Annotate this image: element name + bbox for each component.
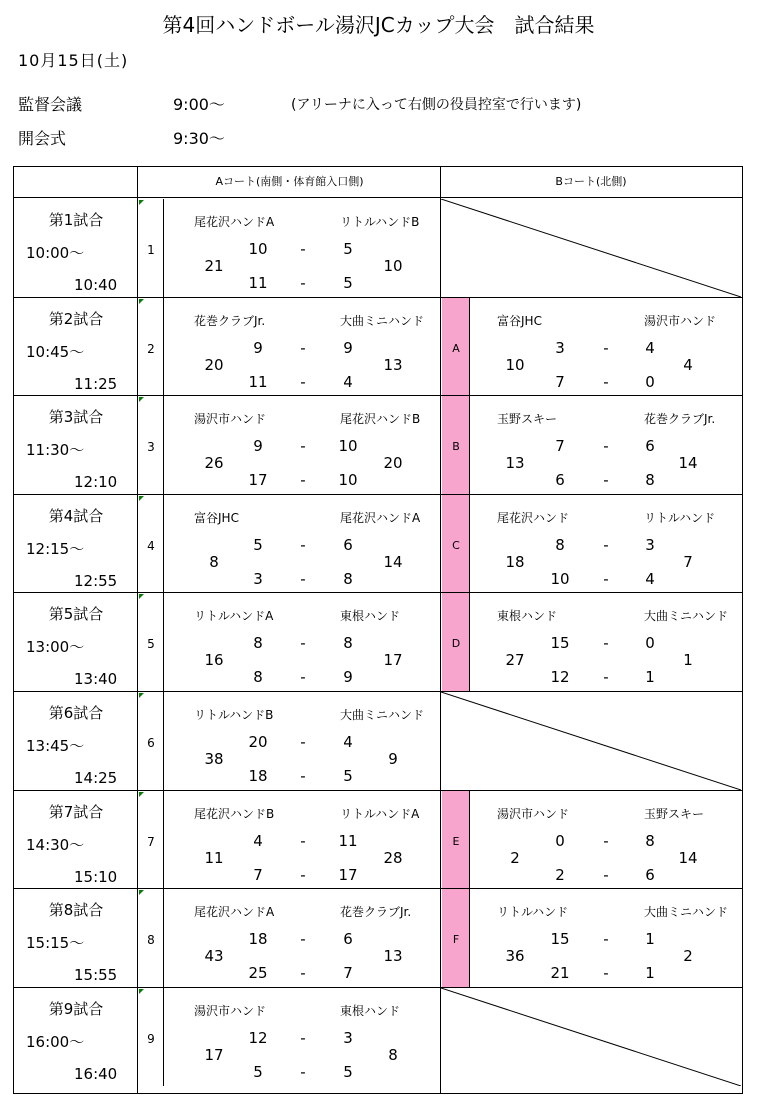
a-team1-half2: 11	[248, 372, 268, 391]
a-team1-half1: 8	[253, 634, 263, 653]
match-row	[14, 396, 741, 494]
end-time: 15:10	[74, 867, 118, 886]
b-team1-name: 湯沢市ハンド	[497, 806, 570, 821]
end-time: 13:40	[74, 670, 118, 689]
a-game-number: 3	[147, 440, 155, 455]
cell-corner-marker	[139, 792, 144, 797]
a-team1-half1: 10	[248, 240, 268, 258]
a-team1-name: 花巻クラブJr.	[194, 313, 266, 328]
b-half2-dash: -	[603, 668, 609, 687]
game-label: 第3試合	[48, 408, 104, 427]
b-team2-half1: 0	[645, 634, 655, 653]
a-team1-total: 8	[209, 552, 219, 571]
a-half1-dash: -	[300, 733, 306, 751]
match-row	[14, 692, 741, 790]
empty-cell-slash	[441, 988, 741, 1086]
diagonal-line	[441, 692, 741, 790]
schedule-time-meeting: 9:00～	[173, 95, 225, 114]
b-team1-half2: 10	[550, 569, 570, 588]
diagonal-line	[441, 988, 741, 1086]
match-row	[14, 889, 741, 987]
a-half2-dash: -	[300, 372, 306, 391]
end-time: 12:10	[74, 473, 118, 492]
b-team2-total: 4	[683, 355, 693, 374]
b-match-letter: A	[452, 341, 460, 355]
a-team1-name: 尾花沢ハンドA	[194, 215, 275, 229]
a-team2-name: 大曲ミニハンド	[340, 708, 425, 722]
b-team1-total: 36	[505, 947, 525, 966]
b-team2-name: 湯沢市ハンド	[644, 313, 717, 328]
a-team2-half2: 10	[338, 471, 358, 490]
b-team1-half1: 15	[550, 930, 570, 949]
b-team1-total: 2	[510, 848, 520, 867]
a-team1-name: 尾花沢ハンドB	[194, 806, 275, 821]
end-time: 16:40	[74, 1064, 118, 1083]
b-team2-name: 玉野スキー	[644, 806, 705, 821]
a-team1-half1: 18	[248, 930, 268, 949]
a-team2-name: リトルハンドB	[340, 215, 420, 229]
cell-corner-marker	[139, 397, 144, 402]
b-team2-total: 1	[683, 651, 693, 670]
b-team1-half2: 6	[555, 471, 565, 490]
b-team2-half2: 6	[645, 865, 655, 884]
a-team2-name: 大曲ミニハンド	[340, 313, 425, 328]
b-match-letter: E	[452, 834, 460, 848]
b-team1-half1: 0	[555, 831, 565, 850]
schedule-note-meeting: (アリーナに入って右側の役員控室で行います)	[291, 97, 582, 113]
game-label: 第6試合	[48, 704, 104, 722]
b-team1-total: 10	[505, 355, 525, 374]
b-team2-half1: 4	[645, 338, 655, 357]
a-game-number: 5	[147, 637, 155, 652]
a-team2-half1: 4	[343, 733, 353, 751]
a-team1-total: 16	[204, 651, 224, 670]
b-team2-name: 花巻クラブJr.	[644, 412, 716, 427]
a-half1-dash: -	[300, 831, 306, 850]
a-half2-dash: -	[300, 767, 306, 785]
b-half2-dash: -	[603, 471, 609, 490]
b-team2-half1: 8	[645, 831, 655, 850]
b-match-letter: D	[451, 637, 461, 651]
a-team2-half2: 9	[343, 668, 353, 687]
b-half2-dash: -	[603, 964, 609, 983]
start-time: 10:45～	[26, 342, 85, 361]
a-team2-half2: 5	[343, 1062, 353, 1081]
a-team1-name: リトルハンドA	[194, 609, 274, 624]
match-row	[14, 495, 741, 593]
schedule-time-opening: 9:30～	[173, 129, 225, 148]
b-team1-half2: 12	[550, 668, 570, 687]
a-team2-half1: 3	[343, 1028, 353, 1047]
cell-corner-marker	[139, 594, 144, 599]
a-team2-name: リトルハンドA	[340, 806, 420, 821]
a-team1-half2: 8	[253, 668, 263, 687]
schedule-label-opening: 開会式	[18, 129, 67, 148]
match-row	[14, 199, 741, 297]
start-time: 13:00～	[26, 638, 85, 657]
match-row	[14, 298, 741, 396]
a-team1-total: 11	[204, 848, 224, 867]
schedule-label-meeting: 監督会議	[18, 95, 83, 114]
b-match-letter: F	[452, 933, 460, 947]
b-team1-total: 18	[505, 552, 525, 571]
end-time: 12:55	[74, 571, 118, 590]
game-label: 第9試合	[48, 999, 104, 1018]
a-team2-total: 14	[383, 552, 403, 571]
a-team1-half2: 5	[253, 1062, 263, 1081]
a-team1-half1: 20	[248, 733, 268, 751]
b-match-letter: C	[452, 538, 460, 552]
a-half1-dash: -	[300, 634, 306, 653]
start-time: 10:00～	[26, 244, 85, 262]
b-team1-half2: 2	[555, 865, 565, 884]
a-game-number: 2	[147, 341, 155, 356]
start-time: 11:30～	[26, 441, 85, 460]
a-team2-half1: 6	[343, 930, 353, 949]
a-team1-name: 湯沢市ハンド	[194, 1003, 267, 1018]
diagonal-line	[441, 199, 741, 297]
a-team2-name: 尾花沢ハンドB	[340, 412, 421, 427]
b-team2-total: 14	[678, 454, 698, 473]
a-team1-name: 湯沢市ハンド	[194, 412, 267, 427]
b-team2-half1: 1	[645, 930, 655, 949]
a-team2-half1: 9	[343, 338, 353, 357]
a-team1-total: 43	[204, 947, 224, 966]
b-team2-half2: 1	[645, 668, 655, 687]
a-team2-half2: 4	[343, 372, 353, 391]
a-game-number: 6	[147, 736, 155, 750]
a-team2-half1: 8	[343, 634, 353, 653]
a-team1-total: 26	[204, 454, 224, 473]
a-half1-dash: -	[300, 437, 306, 456]
b-half1-dash: -	[603, 831, 609, 850]
b-half2-dash: -	[603, 569, 609, 588]
end-time: 14:25	[74, 769, 118, 787]
b-team2-total: 14	[678, 848, 698, 867]
a-court-header: Aコート(南側・体育館入口側)	[215, 175, 364, 188]
a-half1-dash: -	[300, 1028, 306, 1047]
a-half2-dash: -	[300, 471, 306, 490]
empty-cell-slash	[441, 692, 741, 790]
a-team2-half2: 8	[343, 569, 353, 588]
b-team1-name: 尾花沢ハンド	[497, 510, 570, 525]
a-team1-total: 38	[204, 750, 224, 768]
b-team2-name: リトルハンド	[644, 510, 716, 525]
match-row	[14, 593, 741, 691]
b-team1-name: 東根ハンド	[497, 609, 558, 624]
a-team1-half2: 18	[248, 767, 268, 785]
b-team2-half2: 0	[645, 372, 655, 391]
game-label: 第1試合	[48, 211, 104, 229]
a-team1-half2: 11	[248, 274, 268, 292]
a-team2-half1: 5	[343, 240, 353, 258]
a-team1-name: 富谷JHC	[194, 510, 239, 525]
b-team1-name: 玉野スキー	[497, 412, 558, 427]
a-team1-half1: 12	[248, 1028, 268, 1047]
a-team2-total: 8	[388, 1045, 398, 1064]
a-team1-half2: 7	[253, 865, 263, 884]
a-half1-dash: -	[300, 535, 306, 554]
a-team2-total: 20	[383, 454, 403, 473]
a-team2-total: 13	[383, 947, 403, 966]
a-team2-name: 花巻クラブJr.	[340, 905, 412, 920]
a-team2-total: 13	[383, 355, 403, 374]
results-table	[13, 166, 743, 1094]
b-half1-dash: -	[603, 930, 609, 949]
start-time: 12:15～	[26, 539, 85, 558]
b-team2-total: 7	[683, 552, 693, 571]
a-team2-half2: 5	[343, 274, 353, 292]
a-team1-half1: 5	[253, 535, 263, 554]
a-team1-name: 尾花沢ハンドA	[194, 905, 275, 920]
a-team1-half2: 25	[248, 964, 268, 983]
b-team2-half2: 8	[645, 471, 655, 490]
a-team1-half1: 9	[253, 437, 263, 456]
a-team1-half2: 3	[253, 569, 263, 588]
event-date: 10月15日(土)	[18, 51, 129, 70]
a-half2-dash: -	[300, 668, 306, 687]
a-team1-total: 20	[204, 355, 224, 374]
a-game-number: 7	[147, 834, 155, 849]
a-half1-dash: -	[300, 930, 306, 949]
match-row	[14, 791, 741, 889]
a-half1-dash: -	[300, 338, 306, 357]
start-time: 15:15～	[26, 934, 85, 953]
b-team1-name: 富谷JHC	[497, 313, 542, 328]
b-team2-half2: 4	[645, 569, 655, 588]
a-half1-dash: -	[300, 240, 306, 258]
b-team2-half2: 1	[645, 964, 655, 983]
a-team2-half1: 11	[338, 831, 358, 850]
b-team2-half1: 6	[645, 437, 655, 456]
b-team2-name: 大曲ミニハンド	[644, 609, 729, 624]
b-half1-dash: -	[603, 535, 609, 554]
b-match-letter: B	[452, 440, 460, 454]
a-game-number: 9	[147, 1031, 155, 1046]
a-team1-name: リトルハンドB	[194, 708, 274, 722]
a-game-number: 8	[147, 933, 155, 948]
a-team1-total: 21	[204, 257, 224, 275]
a-team2-half2: 5	[343, 767, 353, 785]
a-half2-dash: -	[300, 274, 306, 292]
a-half2-dash: -	[300, 569, 306, 588]
a-team2-name: 東根ハンド	[340, 609, 401, 624]
b-half2-dash: -	[603, 372, 609, 391]
cell-corner-marker	[139, 890, 144, 895]
a-team1-half1: 9	[253, 338, 263, 357]
b-team2-name: 大曲ミニハンド	[644, 905, 729, 920]
cell-corner-marker	[139, 299, 144, 304]
game-label: 第8試合	[48, 901, 104, 920]
end-time: 15:55	[74, 966, 118, 985]
b-court-header: Bコート(北側)	[555, 175, 627, 188]
a-team1-half2: 17	[248, 471, 268, 490]
game-label: 第4試合	[48, 506, 104, 525]
game-label: 第2試合	[48, 309, 104, 328]
a-team2-total: 28	[383, 848, 403, 867]
a-team2-half2: 7	[343, 964, 353, 983]
empty-cell-slash	[441, 199, 741, 297]
a-team2-name: 東根ハンド	[340, 1003, 401, 1018]
b-half1-dash: -	[603, 338, 609, 357]
start-time: 13:45～	[26, 737, 85, 755]
b-team1-total: 13	[505, 454, 525, 473]
a-team2-half2: 17	[338, 865, 358, 884]
a-team2-half1: 6	[343, 535, 353, 554]
b-team1-half2: 21	[550, 964, 570, 983]
end-time: 11:25	[74, 374, 118, 393]
cell-corner-marker	[139, 200, 144, 205]
cell-corner-marker	[139, 496, 144, 501]
b-half1-dash: -	[603, 634, 609, 653]
b-half1-dash: -	[603, 437, 609, 456]
a-team2-name: 尾花沢ハンドA	[340, 510, 421, 525]
start-time: 16:00～	[26, 1032, 85, 1051]
game-label: 第5試合	[48, 605, 104, 624]
start-time: 14:30～	[26, 835, 85, 854]
b-team2-total: 2	[683, 947, 693, 966]
b-team1-half1: 3	[555, 338, 565, 357]
match-row	[14, 988, 741, 1086]
a-team1-half1: 4	[253, 831, 263, 850]
b-team1-half1: 15	[550, 634, 570, 653]
a-team2-half1: 10	[338, 437, 358, 456]
cell-corner-marker	[139, 989, 144, 994]
a-game-number: 1	[147, 243, 155, 257]
a-half2-dash: -	[300, 865, 306, 884]
b-team1-half2: 7	[555, 372, 565, 391]
a-team1-total: 17	[204, 1045, 224, 1064]
cell-corner-marker	[139, 693, 144, 698]
a-half2-dash: -	[300, 964, 306, 983]
b-team1-total: 27	[505, 651, 525, 670]
end-time: 10:40	[74, 276, 118, 294]
b-team1-half1: 8	[555, 535, 565, 554]
b-team1-name: リトルハンド	[497, 905, 569, 920]
header-divider	[14, 197, 742, 198]
a-game-number: 4	[147, 538, 155, 553]
b-half2-dash: -	[603, 865, 609, 884]
page-title: 第4回ハンドボール湯沢JCカップ大会 試合結果	[162, 13, 595, 37]
a-team2-total: 9	[388, 750, 398, 768]
game-label: 第7試合	[48, 802, 104, 821]
b-team1-half1: 7	[555, 437, 565, 456]
a-team2-total: 17	[383, 651, 403, 670]
a-half2-dash: -	[300, 1062, 306, 1081]
b-team2-half1: 3	[645, 535, 655, 554]
a-team2-total: 10	[383, 257, 403, 275]
